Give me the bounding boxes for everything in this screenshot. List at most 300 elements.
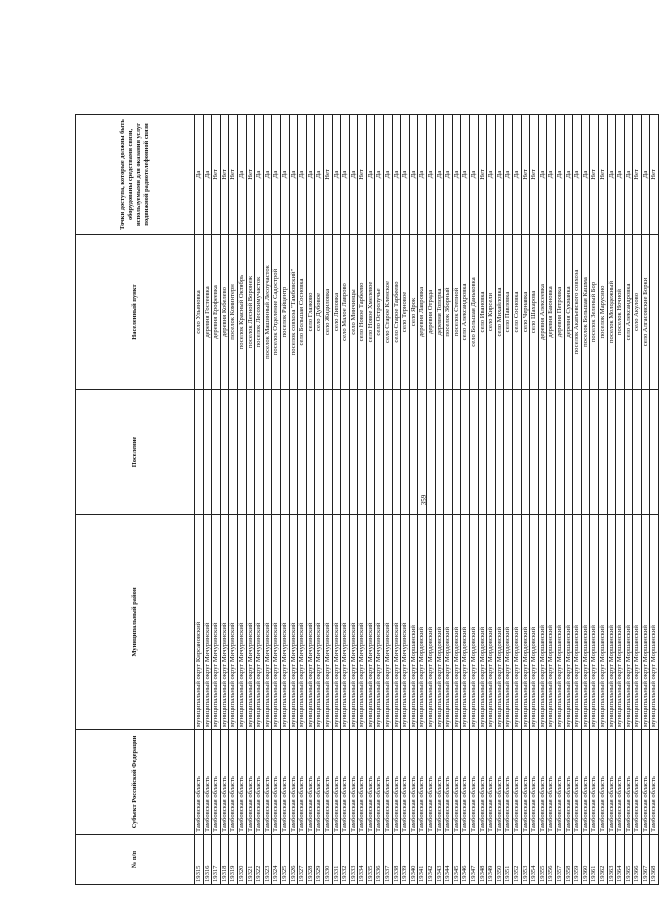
table-row [616, 115, 625, 885]
row-number-cell: 19353 [521, 835, 530, 885]
settlement-type-cell [280, 390, 289, 515]
row-number-cell: 19336 [375, 835, 384, 885]
access-cell: Да [203, 115, 212, 235]
table-row [237, 115, 246, 885]
table-row [409, 115, 418, 885]
settlement-type-cell [573, 390, 582, 515]
row-number-cell: 19347 [470, 835, 479, 885]
settlement-type-cell [237, 390, 246, 515]
district-cell: муниципальный округ Мордовский [512, 515, 521, 730]
district-cell: муниципальный округ Моршанский [650, 515, 659, 730]
region-cell: Тамбовская область [461, 730, 470, 835]
settlement-type-cell [220, 390, 229, 515]
settlement-type-cell [547, 390, 556, 515]
district-cell: муниципальный округ Моршанский [409, 515, 418, 730]
settlement-cell: деревня Топорка [435, 235, 444, 390]
district-cell: муниципальный округ Моршанский [624, 515, 633, 730]
row-number-cell: 19367 [641, 835, 650, 885]
access-cell: Да [255, 115, 264, 235]
region-cell: Тамбовская область [478, 730, 487, 835]
settlement-cell: поселок Зеленый Бор [590, 235, 599, 390]
region-cell: Тамбовская область [384, 730, 393, 835]
region-cell: Тамбовская область [366, 730, 375, 835]
settlement-type-cell [375, 390, 384, 515]
row-number-cell: 19321 [246, 835, 255, 885]
settlement-cell: село Минчинцы [349, 235, 358, 390]
settlement-cell: село Липовка [332, 235, 341, 390]
settlement-type-cell [555, 390, 564, 515]
table-row [401, 115, 410, 885]
settlement-type-cell [229, 390, 238, 515]
row-number-cell: 19366 [633, 835, 642, 885]
table-row [298, 115, 307, 885]
settlement-type-cell [392, 390, 401, 515]
region-cell: Тамбовская область [358, 730, 367, 835]
table-row [255, 115, 264, 885]
region-cell: Тамбовская область [229, 730, 238, 835]
settlement-cell: поселок Ночной [616, 235, 625, 390]
settlement-cell: деревня Отрада [427, 235, 436, 390]
row-number-cell: 19329 [315, 835, 324, 885]
access-cell: Нет [521, 115, 530, 235]
region-cell: Тамбовская область [487, 730, 496, 835]
access-cell: Нет [229, 115, 238, 235]
row-number-cell: 19350 [495, 835, 504, 885]
region-cell: Тамбовская область [212, 730, 221, 835]
settlement-type-cell [409, 390, 418, 515]
row-number-cell: 19332 [341, 835, 350, 885]
district-cell: муниципальный округ Мордовский [470, 515, 479, 730]
region-cell: Тамбовская область [203, 730, 212, 835]
settlement-cell: село Сосновка [512, 235, 521, 390]
district-cell: муниципальный округ Мордовский [495, 515, 504, 730]
district-cell: муниципальный округ Моршанский [538, 515, 547, 730]
district-cell: муниципальный округ Мордовский [435, 515, 444, 730]
access-cell: Да [195, 115, 204, 235]
access-cell: Да [280, 115, 289, 235]
region-cell: Тамбовская область [246, 730, 255, 835]
row-number-cell: 19345 [452, 835, 461, 885]
region-cell: Тамбовская область [547, 730, 556, 835]
table-row [203, 115, 212, 885]
district-cell: муниципальный округ Мичуринский [263, 515, 272, 730]
table-row [581, 115, 590, 885]
district-cell: муниципальный округ Мичуринский [332, 515, 341, 730]
access-cell: Нет [246, 115, 255, 235]
access-cell: Да [401, 115, 410, 235]
row-number-cell: 19364 [616, 835, 625, 885]
table-row [272, 115, 281, 885]
header-access-points: Точки доступа, которые должны быть оборудованы средствами связи, используемыми для оказания услуг подвижной радиотелефонной связи [76, 115, 195, 235]
settlement-cell: поселок Молодежный [607, 235, 616, 390]
settlement-cell: село Старое Тарбеево [392, 235, 401, 390]
row-number-cell: 19352 [512, 835, 521, 885]
settlement-cell: село Акулово [633, 235, 642, 390]
settlement-type-cell [487, 390, 496, 515]
row-number-cell: 19348 [478, 835, 487, 885]
region-cell: Тамбовская область [375, 730, 384, 835]
table-row [349, 115, 358, 885]
access-cell: Да [306, 115, 315, 235]
table-row [392, 115, 401, 885]
row-number-cell: 19316 [203, 835, 212, 885]
settlement-type-cell [289, 390, 298, 515]
region-cell: Тамбовская область [418, 730, 427, 835]
region-cell: Тамбовская область [650, 730, 659, 835]
settlement-cell: село Ивановка [478, 235, 487, 390]
district-cell: муниципальный округ Мичуринский [349, 515, 358, 730]
district-cell: муниципальный округ Мичуринский [255, 515, 264, 730]
settlement-type-cell [495, 390, 504, 515]
access-cell: Да [349, 115, 358, 235]
access-cell: Да [332, 115, 341, 235]
access-cell: Да [315, 115, 324, 235]
settlement-cell: село Терновое [401, 235, 410, 390]
access-cell: Да [298, 115, 307, 235]
settlement-cell: деревня Кобелево [220, 235, 229, 390]
settlement-cell: село Павловка [504, 235, 513, 390]
region-cell: Тамбовская область [349, 730, 358, 835]
district-cell: муниципальный округ Мичуринский [212, 515, 221, 730]
row-number-cell: 19355 [538, 835, 547, 885]
table-row [504, 115, 513, 885]
settlement-type-cell [581, 390, 590, 515]
region-cell: Тамбовская область [427, 730, 436, 835]
row-number-cell: 19363 [607, 835, 616, 885]
row-number-cell: 19325 [280, 835, 289, 885]
access-cell: Да [573, 115, 582, 235]
region-cell: Тамбовская область [564, 730, 573, 835]
row-number-cell: 19323 [263, 835, 272, 885]
district-cell: муниципальный округ Мичуринский [298, 515, 307, 730]
settlement-cell: поселок Отделение Садострой [272, 235, 281, 390]
region-cell: Тамбовская область [555, 730, 564, 835]
region-cell: Тамбовская область [195, 730, 204, 835]
row-number-cell: 19342 [427, 835, 436, 885]
table-row [280, 115, 289, 885]
row-number-cell: 19365 [624, 835, 633, 885]
region-cell: Тамбовская область [409, 730, 418, 835]
region-cell: Тамбовская область [341, 730, 350, 835]
region-cell: Тамбовская область [452, 730, 461, 835]
settlement-cell: деревня Сукманка [564, 235, 573, 390]
settlement-cell: поселок Марусино [598, 235, 607, 390]
table-row [444, 115, 453, 885]
district-cell: муниципальный округ Мичуринский [289, 515, 298, 730]
settlement-cell: поселок Степной [452, 235, 461, 390]
access-cell: Да [547, 115, 556, 235]
settlement-type-cell [315, 390, 324, 515]
access-cell: Да [564, 115, 573, 235]
district-cell: муниципальный округ Мичуринский [384, 515, 393, 730]
table-row [495, 115, 504, 885]
district-cell: муниципальный округ Мордовский [478, 515, 487, 730]
table-row [650, 115, 659, 885]
settlement-type-cell [530, 390, 539, 515]
access-cell: Да [452, 115, 461, 235]
settlement-type-cell [633, 390, 642, 515]
district-cell: муниципальный округ Мичуринский [203, 515, 212, 730]
settlement-type-cell [341, 390, 350, 515]
district-cell: муниципальный округ Мордовский [444, 515, 453, 730]
access-cell: Да [512, 115, 521, 235]
row-number-cell: 19330 [323, 835, 332, 885]
district-cell: муниципальный округ Моршанский [607, 515, 616, 730]
access-cell: Да [581, 115, 590, 235]
settlement-cell: поселок Райцентр [280, 235, 289, 390]
access-cell: Да [538, 115, 547, 235]
region-cell: Тамбовская область [624, 730, 633, 835]
access-cell: Да [272, 115, 281, 235]
row-number-cell: 19326 [289, 835, 298, 885]
table-row [624, 115, 633, 885]
table-row [538, 115, 547, 885]
row-number-cell: 19358 [564, 835, 573, 885]
region-cell: Тамбовская область [255, 730, 264, 835]
row-number-cell: 19343 [435, 835, 444, 885]
row-number-cell: 19359 [573, 835, 582, 885]
settlement-type-cell [358, 390, 367, 515]
header-region: Субъект Российской Федерации [76, 730, 195, 835]
settlement-type-cell [384, 390, 393, 515]
table-row [521, 115, 530, 885]
table-row [384, 115, 393, 885]
region-cell: Тамбовская область [512, 730, 521, 835]
settlement-type-cell [263, 390, 272, 515]
table-body [195, 115, 659, 885]
row-number-cell: 19341 [418, 835, 427, 885]
region-cell: Тамбовская область [538, 730, 547, 835]
table-row [555, 115, 564, 885]
settlement-cell: поселок совхоза "Тамбовский" [289, 235, 298, 390]
table-row [487, 115, 496, 885]
region-cell: Тамбовская область [641, 730, 650, 835]
settlement-cell: село Александровка [624, 235, 633, 390]
access-cell: Нет [650, 115, 659, 235]
district-cell: муниципальный округ Моршанский [641, 515, 650, 730]
district-cell: муниципальный округ Мичуринский [220, 515, 229, 730]
header-district: Муниципальный район [76, 515, 195, 730]
access-cell: Да [418, 115, 427, 235]
table-row [418, 115, 427, 885]
settlement-type-cell [650, 390, 659, 515]
settlement-cell: село Глазково [306, 235, 315, 390]
settlement-cell: поселок Акатьевского совхоза [573, 235, 582, 390]
access-cell: Да [341, 115, 350, 235]
table-row [229, 115, 238, 885]
row-number-cell: 19357 [555, 835, 564, 885]
settlement-type-cell [246, 390, 255, 515]
table-row [306, 115, 315, 885]
region-cell: Тамбовская область [444, 730, 453, 835]
row-number-cell: 19337 [384, 835, 393, 885]
district-cell: муниципальный округ Мичуринский [280, 515, 289, 730]
district-cell: муниципальный округ Моршанский [581, 515, 590, 730]
settlement-cell: деревня Петровка [555, 235, 564, 390]
table-row [573, 115, 582, 885]
settlement-type-cell [641, 390, 650, 515]
region-cell: Тамбовская область [573, 730, 582, 835]
settlement-type-cell [435, 390, 444, 515]
region-cell: Тамбовская область [272, 730, 281, 835]
table-row [598, 115, 607, 885]
region-cell: Тамбовская область [495, 730, 504, 835]
table-row [564, 115, 573, 885]
row-number-cell: 19368 [650, 835, 659, 885]
row-number-cell: 19339 [401, 835, 410, 885]
settlement-cell: поселок Большая Кашма [581, 235, 590, 390]
row-number-cell: 19346 [461, 835, 470, 885]
access-cell: Нет [598, 115, 607, 235]
settlement-cell: поселок Лесной Воронеж [246, 235, 255, 390]
table-row [246, 115, 255, 885]
region-cell: Тамбовская область [607, 730, 616, 835]
table-header-row [76, 115, 195, 885]
table-row [435, 115, 444, 885]
district-cell: муниципальный округ Мичуринский [306, 515, 315, 730]
row-number-cell: 19362 [598, 835, 607, 885]
access-cell: Да [435, 115, 444, 235]
table-row [452, 115, 461, 885]
region-cell: Тамбовская область [280, 730, 289, 835]
district-cell: муниципальный округ Мордовский [504, 515, 513, 730]
settlement-type-cell [427, 390, 436, 515]
settlement-type-cell [461, 390, 470, 515]
district-cell: муниципальный округ Мичуринский [246, 515, 255, 730]
settlement-cell: село Кирсели [487, 235, 496, 390]
row-number-cell: 19331 [332, 835, 341, 885]
settlement-type-cell [504, 390, 513, 515]
access-cell: Да [384, 115, 393, 235]
settlement-cell: село Жидиловка [323, 235, 332, 390]
settlement-cell: село Михайловка [495, 235, 504, 390]
settlement-type-cell [598, 390, 607, 515]
access-cell: Да [375, 115, 384, 235]
row-number-cell: 19338 [392, 835, 401, 885]
row-number-cell: 19360 [581, 835, 590, 885]
settlement-type-cell [470, 390, 479, 515]
row-number-cell: 19327 [298, 835, 307, 885]
table-row [358, 115, 367, 885]
settlement-type-cell [332, 390, 341, 515]
settlement-cell: село Большая Даньковка [470, 235, 479, 390]
settlements-table [75, 114, 659, 885]
access-cell: Да [263, 115, 272, 235]
settlement-cell: село Александровка [461, 235, 470, 390]
access-cell: Да [392, 115, 401, 235]
district-cell: муниципальный округ Мичуринский [401, 515, 410, 730]
row-number-cell: 19361 [590, 835, 599, 885]
settlement-cell: село Шахарова [530, 235, 539, 390]
access-cell: Да [461, 115, 470, 235]
district-cell: муниципальный округ Мичуринский [323, 515, 332, 730]
district-cell: муниципальный округ Мичуринский [392, 515, 401, 730]
district-cell: муниципальный округ Моршанский [564, 515, 573, 730]
district-cell: муниципальный округ Мичуринский [237, 515, 246, 730]
row-number-cell: 19318 [220, 835, 229, 885]
access-cell: Нет [478, 115, 487, 235]
region-cell: Тамбовская область [530, 730, 539, 835]
district-cell: муниципальный округ Мичуринский [229, 515, 238, 730]
table-row [547, 115, 556, 885]
row-number-cell: 19322 [255, 835, 264, 885]
settlement-type-cell [272, 390, 281, 515]
settlement-cell: село Новое Тарбеево [358, 235, 367, 390]
region-cell: Тамбовская область [298, 730, 307, 835]
district-cell: муниципальный округ Мордовский [427, 515, 436, 730]
access-cell: Да [495, 115, 504, 235]
access-cell: Да [641, 115, 650, 235]
settlement-cell: село Новое Хмелевое [366, 235, 375, 390]
settlement-type-cell [452, 390, 461, 515]
district-cell: муниципальный округ Мичуринский [341, 515, 350, 730]
access-cell: Нет [212, 115, 221, 235]
table-row [220, 115, 229, 885]
settlement-type-cell [255, 390, 264, 515]
district-cell: муниципальный округ Моршанский [590, 515, 599, 730]
district-cell: муниципальный округ Мичуринский [375, 515, 384, 730]
settlement-cell: поселок Машинный Лесоучасток [263, 235, 272, 390]
row-number-cell: 19328 [306, 835, 315, 885]
table-row [590, 115, 599, 885]
region-cell: Тамбовская область [590, 730, 599, 835]
settlement-type-cell [521, 390, 530, 515]
access-cell: Да [504, 115, 513, 235]
settlement-type-cell [306, 390, 315, 515]
settlement-cell: деревня Баюновка [547, 235, 556, 390]
settlement-cell: село Старое Кленское [384, 235, 393, 390]
region-cell: Тамбовская область [401, 730, 410, 835]
settlement-cell: село Ульяновка [195, 235, 204, 390]
table-row [315, 115, 324, 885]
row-number-cell: 19315 [195, 835, 204, 885]
district-cell: муниципальный округ Мордовский [452, 515, 461, 730]
district-cell: муниципальный округ Моршанский [547, 515, 556, 730]
access-cell: Да [470, 115, 479, 235]
access-cell: Нет [323, 115, 332, 235]
region-cell: Тамбовская область [263, 730, 272, 835]
access-cell: Да [409, 115, 418, 235]
page-number: 359 [420, 494, 428, 506]
settlement-cell: село Остролучье [375, 235, 384, 390]
settlement-type-cell [624, 390, 633, 515]
region-cell: Тамбовская область [633, 730, 642, 835]
row-number-cell: 19356 [547, 835, 556, 885]
region-cell: Тамбовская область [306, 730, 315, 835]
district-cell: муниципальный округ Мичуринский [272, 515, 281, 730]
settlement-cell: село Ярок [409, 235, 418, 390]
access-cell: Нет [590, 115, 599, 235]
district-cell: муниципальный округ Мичуринский [366, 515, 375, 730]
region-cell: Тамбовская область [598, 730, 607, 835]
row-number-cell: 19344 [444, 835, 453, 885]
settlement-cell: поселок Зборный [444, 235, 453, 390]
region-cell: Тамбовская область [315, 730, 324, 835]
settlement-type-cell [538, 390, 547, 515]
region-cell: Тамбовская область [435, 730, 444, 835]
access-cell: Нет [530, 115, 539, 235]
header-row-number: № п/п [76, 835, 195, 885]
region-cell: Тамбовская область [323, 730, 332, 835]
settlement-cell [650, 235, 659, 390]
settlement-type-cell [444, 390, 453, 515]
settlement-cell: село Чернавка [521, 235, 530, 390]
settlement-cell: деревня Ерофеевка [212, 235, 221, 390]
district-cell: муниципальный округ Моршанский [598, 515, 607, 730]
access-cell: Нет [358, 115, 367, 235]
table-row [512, 115, 521, 885]
settlement-cell: деревня Алексеевка [538, 235, 547, 390]
